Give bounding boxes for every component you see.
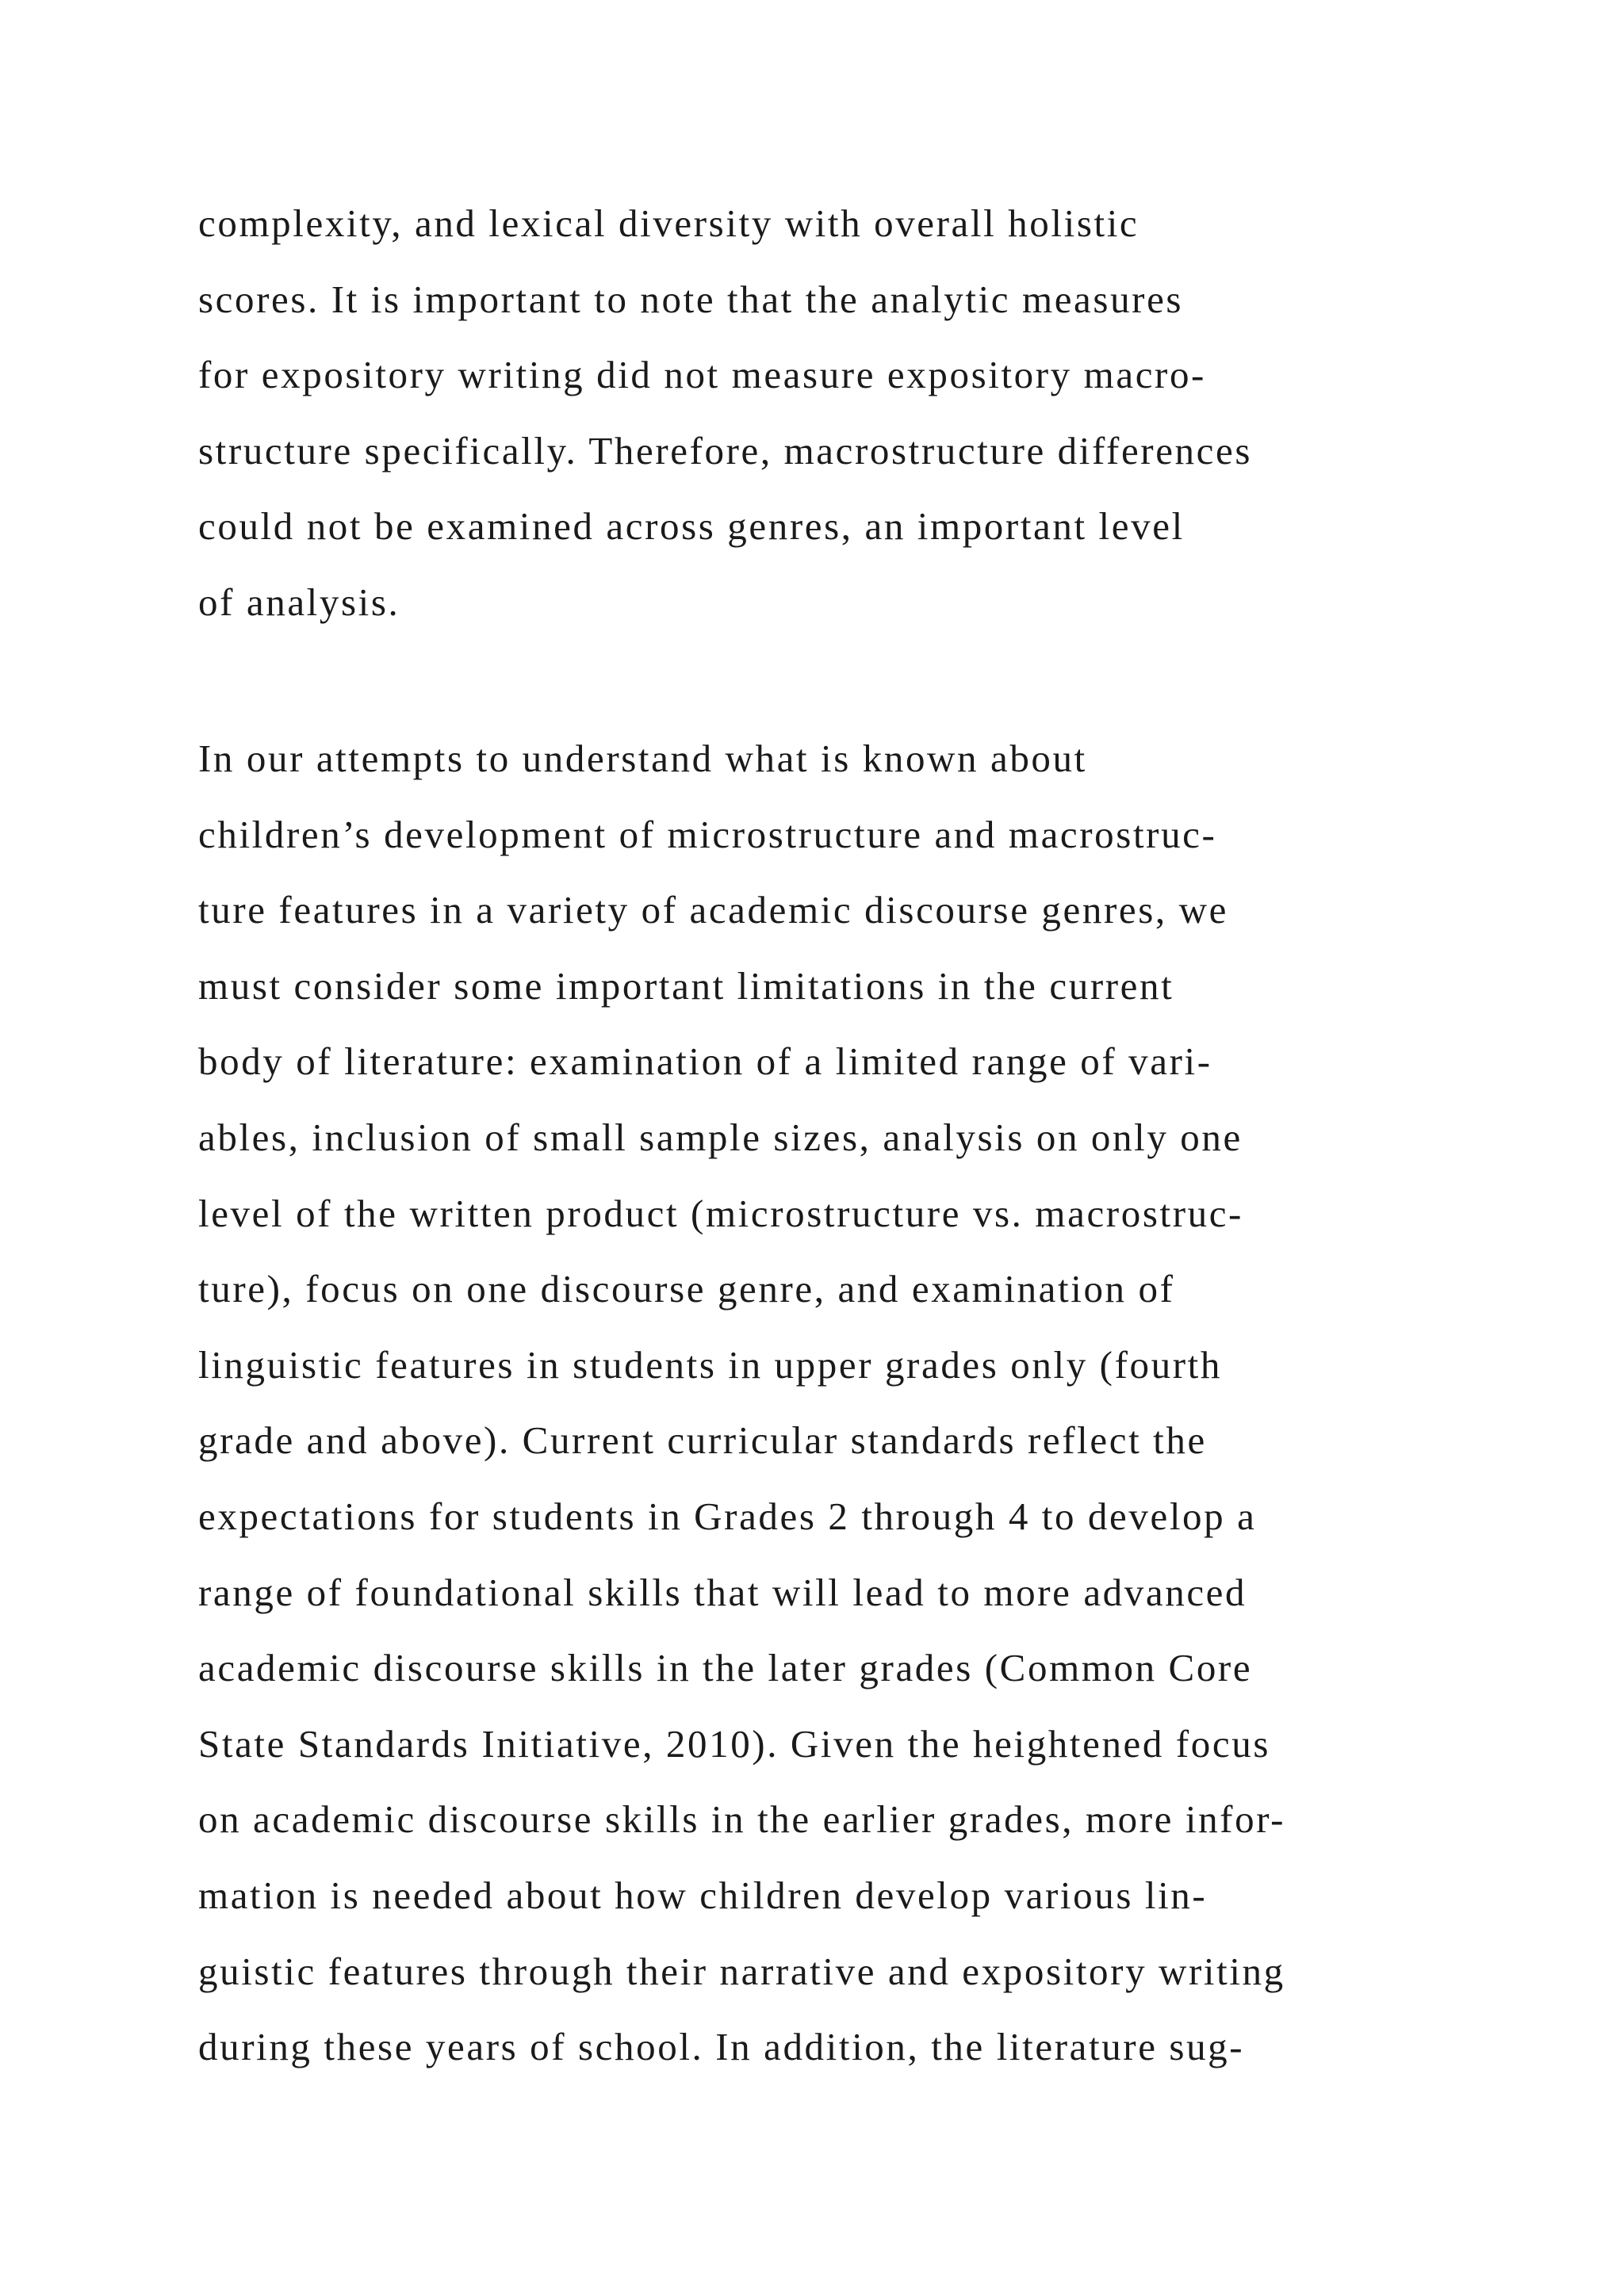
text-line: could not be examined across genres, an important level (198, 504, 1185, 548)
text-line: ture), focus on one discourse genre, and examination of (198, 1267, 1175, 1311)
text-line: range of foundational skills that will lead to more advanced (198, 1571, 1247, 1614)
text-line: State Standards Initiative, 2010). Given the heightened focus (198, 1722, 1270, 1766)
text-line: during these years of school. In addition, the literature sug- (198, 2025, 1245, 2068)
text-line: of analysis. (198, 580, 400, 624)
text-line: ables, inclusion of small sample sizes, analysis on only one (198, 1115, 1243, 1159)
text-line: scores. It is important to note that the analytic measures (198, 277, 1184, 321)
text-line: children’s development of microstructure and macrostruc- (198, 813, 1217, 856)
text-line: linguistic features in students in upper grades only (fourth (198, 1343, 1222, 1387)
text-line: ture features in a variety of academic discourse genres, we (198, 888, 1228, 932)
text-line: must consider some important limitations in the current (198, 964, 1174, 1008)
text-line: guistic features through their narrative and expository writing (198, 1950, 1285, 1993)
text-line: expectations for students in Grades 2 through 4 to develop a (198, 1494, 1257, 1538)
text-line: academic discourse skills in the later grades (Common Core (198, 1646, 1253, 1689)
text-line: complexity, and lexical diversity with overall holistic (198, 201, 1139, 245)
text-line: on academic discourse skills in the earlier grades, more infor- (198, 1797, 1286, 1841)
text-line: for expository writing did not measure expository macro- (198, 353, 1206, 396)
text-line: body of literature: examination of a limited range of vari- (198, 1039, 1212, 1083)
text-line: level of the written product (microstructure vs. macrostruc- (198, 1192, 1243, 1235)
text-line: In our attempts to understand what is known about (198, 737, 1087, 780)
text-line: grade and above). Current curricular standards reflect the (198, 1418, 1207, 1462)
text-line: structure specifically. Therefore, macrostructure differences (198, 429, 1253, 473)
text-line: mation is needed about how children develop various lin- (198, 1873, 1208, 1917)
